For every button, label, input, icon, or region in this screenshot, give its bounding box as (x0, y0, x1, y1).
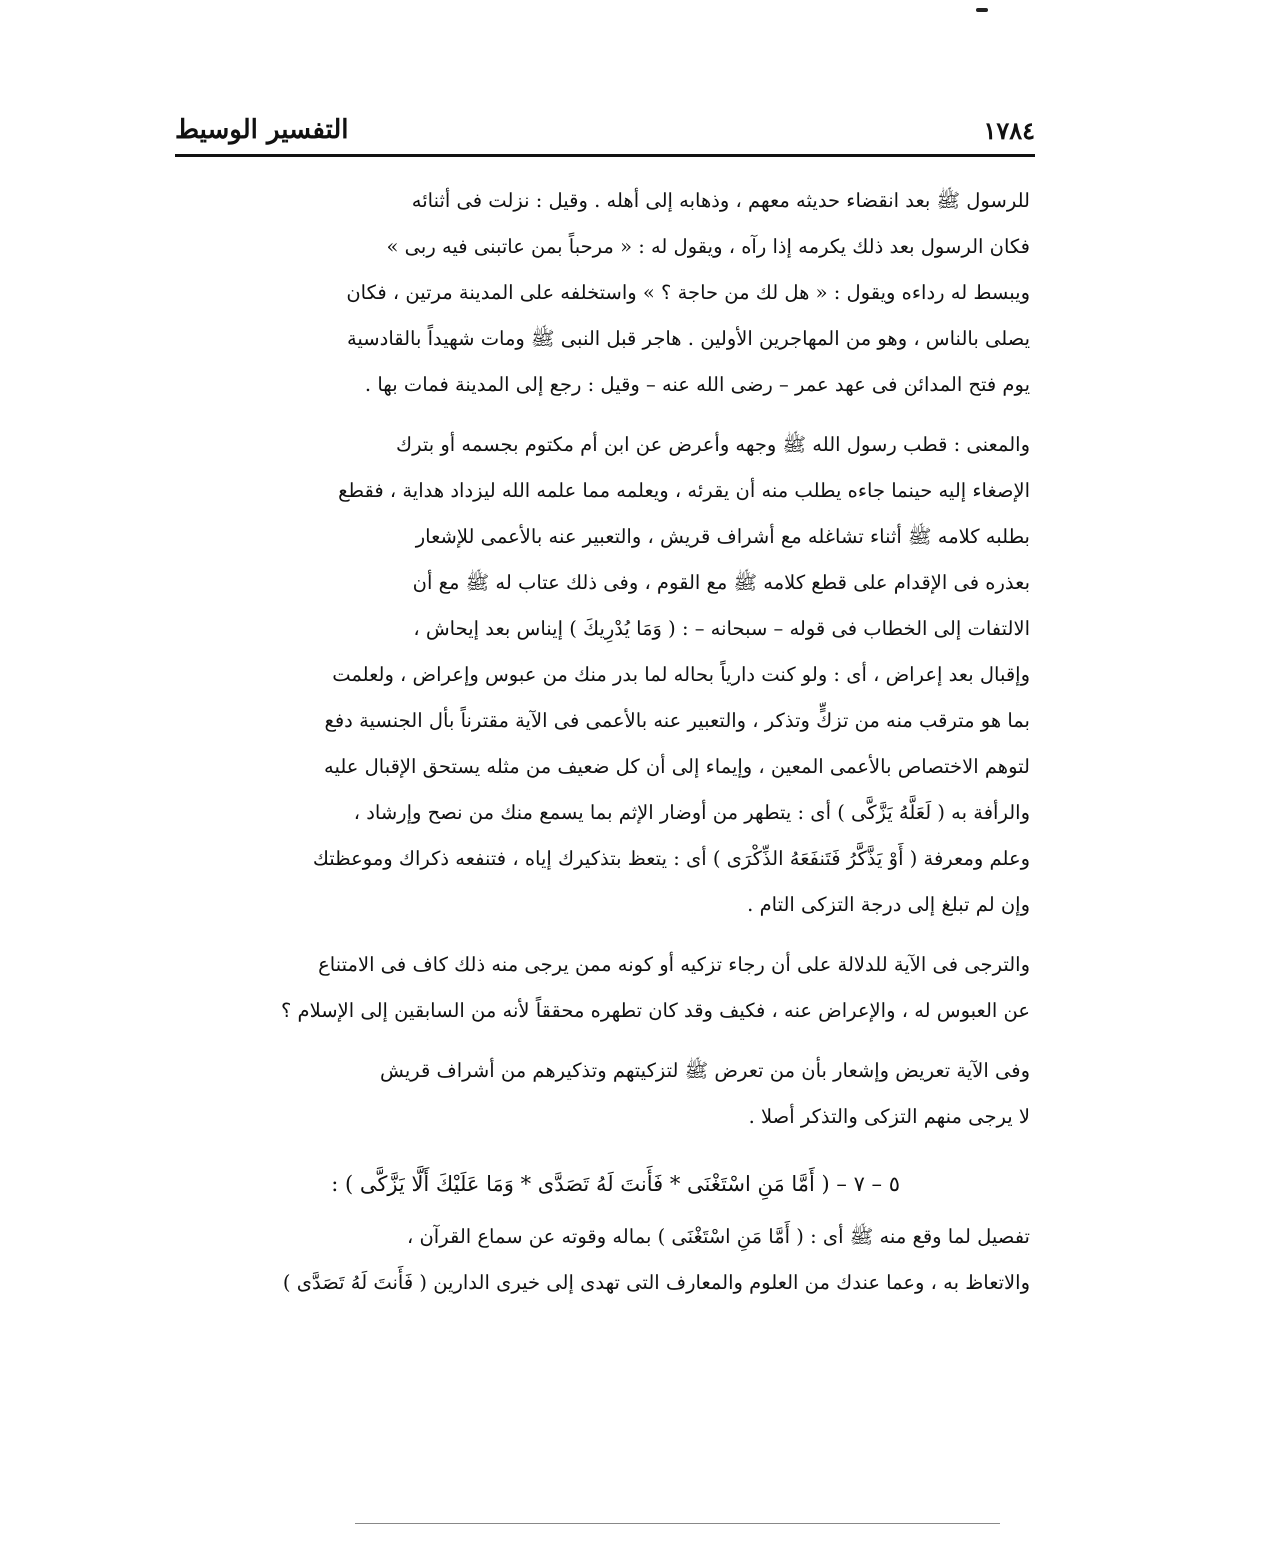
header-rule (175, 154, 1035, 157)
text-line: والرأفة به ( لَعَلَّهُ يَزَّكَّى ) أى : يتطهر من أوضار الإثم بما يسمع منك من نصح وإرشاد ، (353, 801, 1030, 824)
page-number: ١٧٨٤ (983, 115, 1035, 145)
text-line: وعلم ومعرفة ( أَوْ يَذَّكَّرُ فَتَنفَعَهُ الذِّكْرَى ) أى : يتعظ بتذكيرك إياه ، فتنفعه ذكراك وموعظتك (312, 847, 1030, 870)
text-line: والمعنى : قطب رسول الله ﷺ وجهه وأعرض عن ابن أم مكتوم بجسمه أو بترك (396, 433, 1030, 456)
text-line: عن العبوس له ، والإعراض عنه ، فكيف وقد كان تطهره محققاً لأنه من السابقين إلى الإسلام ؟ (280, 999, 1030, 1022)
verse-heading: ٥ – ٧ – ( أَمَّا مَنِ اسْتَغْنَى * فَأَنتَ لَهُ تَصَدَّى * وَمَا عَلَيْكَ أَلَّا يَزَّكَّى ) : (331, 1172, 900, 1196)
page-header (175, 110, 1035, 150)
text-line: فكان الرسول بعد ذلك يكرمه إذا رآه ، ويقول له : « مرحباً بمن عاتبنى فيه ربى » (386, 235, 1030, 258)
ink-mark (976, 8, 988, 12)
paragraph (188, 1048, 1030, 1140)
running-title: التفسير الوسيط (175, 115, 349, 145)
text-line: يصلى بالناس ، وهو من المهاجرين الأولين . هاجر قبل النبى ﷺ ومات شهيداً بالقادسية (346, 327, 1030, 350)
text-line: الالتفات إلى الخطاب فى قوله – سبحانه – : ( وَمَا يُدْرِيكَ ) إيناس بعد إيحاش ، (413, 617, 1030, 640)
text-line: والترجى فى الآية للدلالة على أن رجاء تزكيه أو كونه ممن يرجى منه ذلك كاف فى الامتناع (318, 953, 1030, 976)
text-line: والاتعاظ به ، وعما عندك من العلوم والمعارف التى تهدى إلى خيرى الدارين ( فَأَنتَ لَهُ تَصَدَّى ) (282, 1271, 1030, 1294)
paragraph (188, 942, 1030, 1034)
text-line: للرسول ﷺ بعد انقضاء حديثه معهم ، وذهابه إلى أهله . وقيل : نزلت فى أثنائه (411, 189, 1030, 212)
text-line: الإصغاء إليه حينما جاءه يطلب منه أن يقرئه ، ويعلمه مما علمه الله ليزداد هداية ، فقطع (338, 479, 1030, 502)
text-line: وإقبال بعد إعراض ، أى : ولو كنت دارياً بحاله لما بدر منك من عبوس وإعراض ، ولعلمت (332, 663, 1030, 686)
text-line: بطلبه كلامه ﷺ أثناء تشاغله مع أشراف قريش ، والتعبير عنه بالأعمى للإشعار (415, 525, 1030, 548)
paragraph (188, 422, 1030, 928)
text-line: بما هو مترقب منه من تزكٍّ وتذكر ، والتعبير عنه بالأعمى فى الآية مقترناً بأل الجنسية دفع (324, 709, 1030, 732)
text-line: تفصيل لما وقع منه ﷺ أى : ( أَمَّا مَنِ اسْتَغْنَى ) بماله وقوته عن سماع القرآن ، (406, 1225, 1030, 1248)
text-line: بعذره فى الإقدام على قطع كلامه ﷺ مع القوم ، وفى ذلك عتاب له ﷺ مع أن (412, 571, 1030, 594)
paragraph (188, 178, 1030, 408)
text-line: لتوهم الاختصاص بالأعمى المعين ، وإيماء إلى أن كل ضعيف من مثله يستحق الإقبال عليه (323, 755, 1030, 778)
text-line: وفى الآية تعريض وإشعار بأن من تعرض ﷺ لتزكيتهم وتذكيرهم من أشراف قريش (379, 1059, 1030, 1082)
paragraph (188, 1214, 1030, 1306)
text-line: وإن لم تبلغ إلى درجة التزكى التام . (747, 893, 1030, 916)
footer-rule (355, 1523, 1000, 1524)
text-line: ويبسط له رداءه ويقول : « هل لك من حاجة ؟ » واستخلفه على المدينة مرتين ، فكان (346, 281, 1030, 304)
text-line: لا يرجى منهم التزكى والتذكر أصلا . (748, 1105, 1030, 1128)
text-line: يوم فتح المدائن فى عهد عمر – رضى الله عنه – وقيل : رجع إلى المدينة فمات بها . (364, 373, 1030, 396)
page-body (188, 178, 1030, 1306)
